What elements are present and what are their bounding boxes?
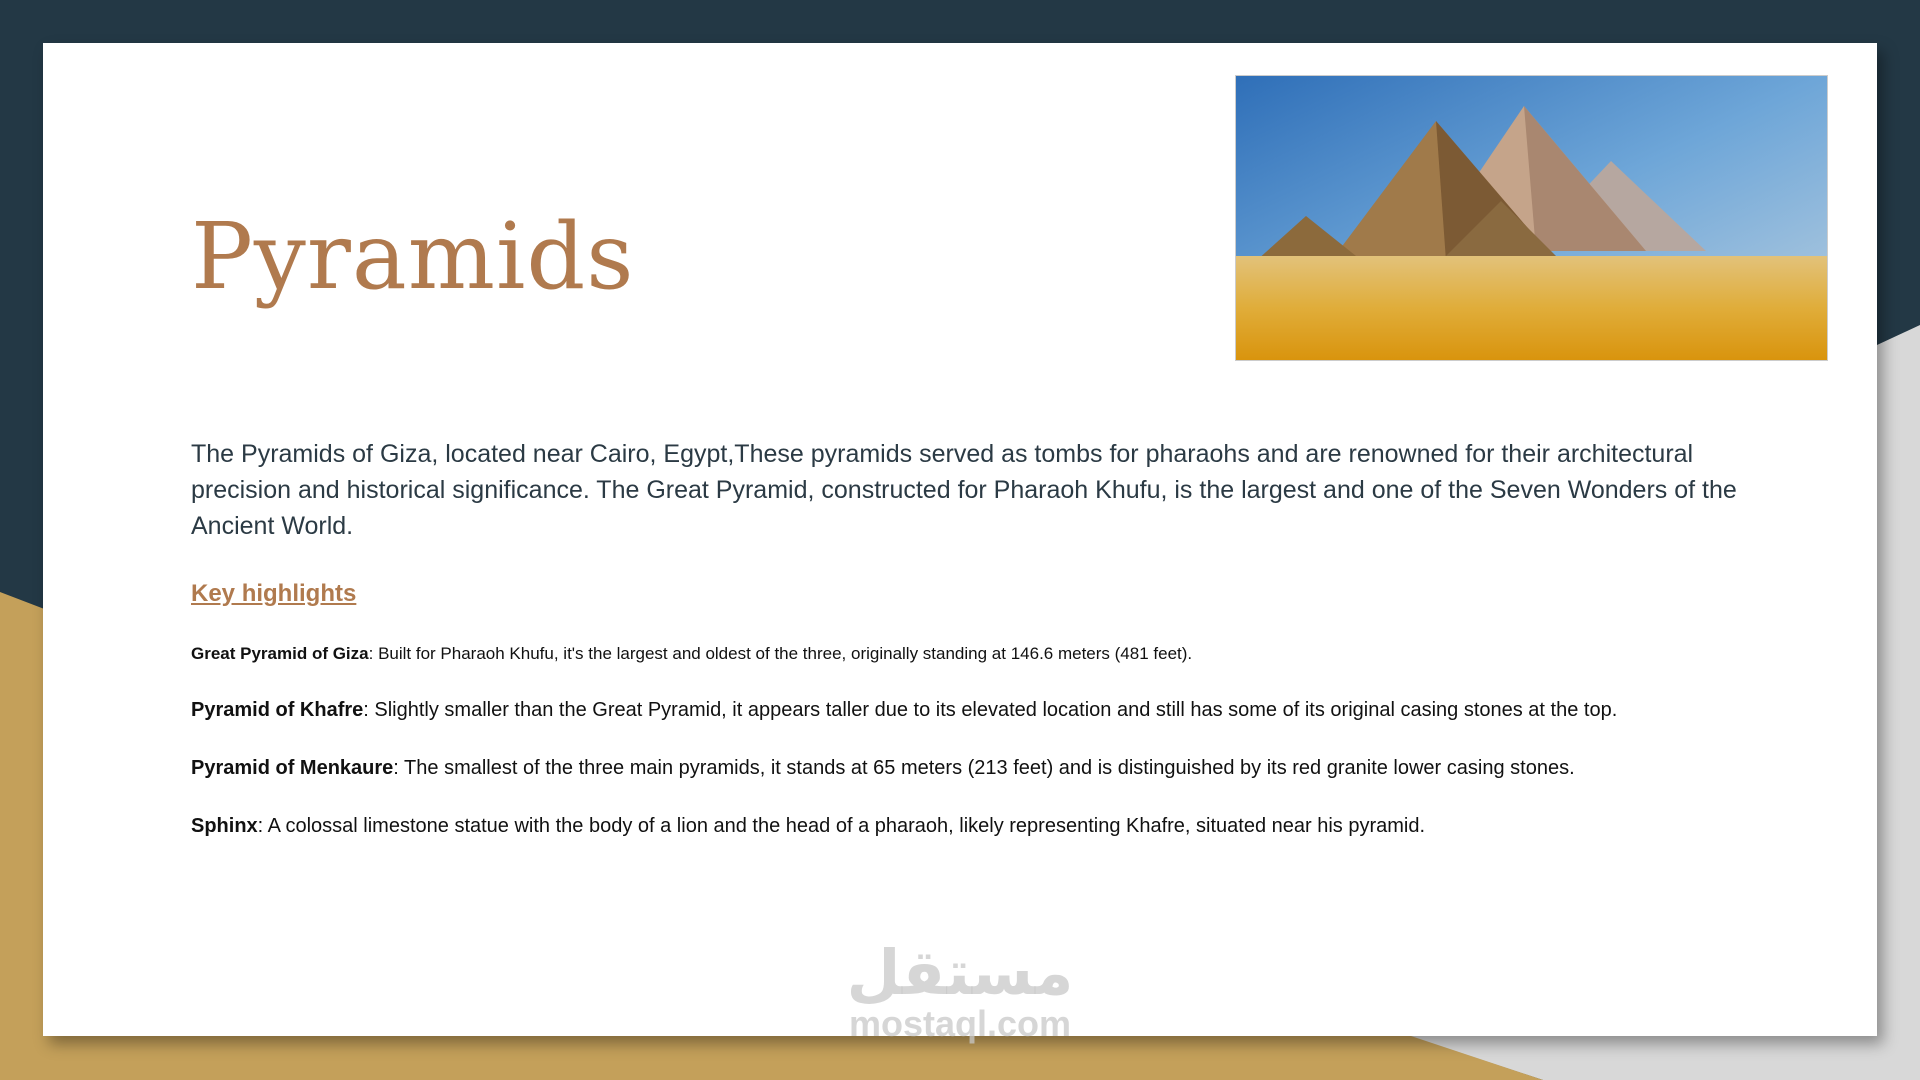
highlight-item xyxy=(191,757,1575,780)
pyramids-photo xyxy=(1235,75,1828,361)
watermark-latin: mostaql.com xyxy=(848,1003,1072,1044)
watermark-arabic: مستقل xyxy=(846,936,1074,1009)
highlight-text: : A colossal limestone statue with the body of a lion and the head of a pharaoh, likely representing Khafre, situated near his pyramid. xyxy=(257,815,1426,837)
highlight-item xyxy=(191,699,1617,722)
highlight-name: Sphinx xyxy=(191,815,258,837)
highlight-name: Pyramid of Khafre xyxy=(191,699,364,721)
highlight-text: : Built for Pharaoh Khufu, it's the largest and oldest of the three, originally standing at 146.6 meters (481 feet). xyxy=(368,644,1193,663)
intro-paragraph: The Pyramids of Giza, located near Cairo, Egypt,These pyramids served as tombs for pharaohs and are renowned for their architectural precision and historical significance. The Great Pyramid, constructed for Pharaoh Khufu, is the largest and one of the Seven Wonders of the Ancient World. xyxy=(191,440,1737,540)
highlight-item xyxy=(191,644,1192,664)
slide xyxy=(43,43,1877,1036)
highlight-name: Pyramid of Menkaure xyxy=(191,757,394,779)
highlight-item xyxy=(191,815,1425,838)
highlight-text: : The smallest of the three main pyramids, it stands at 65 meters (213 feet) and is distinguished by its red granite lower casing stones. xyxy=(393,757,1575,779)
slide-title: Pyramids xyxy=(191,203,635,310)
highlight-name: Great Pyramid of Giza xyxy=(191,644,369,663)
highlight-text: : Slightly smaller than the Great Pyramid, it appears taller due to its elevated location and still has some of its original casing stones at the top. xyxy=(363,699,1618,721)
key-highlights-heading: Key highlights xyxy=(191,580,357,607)
